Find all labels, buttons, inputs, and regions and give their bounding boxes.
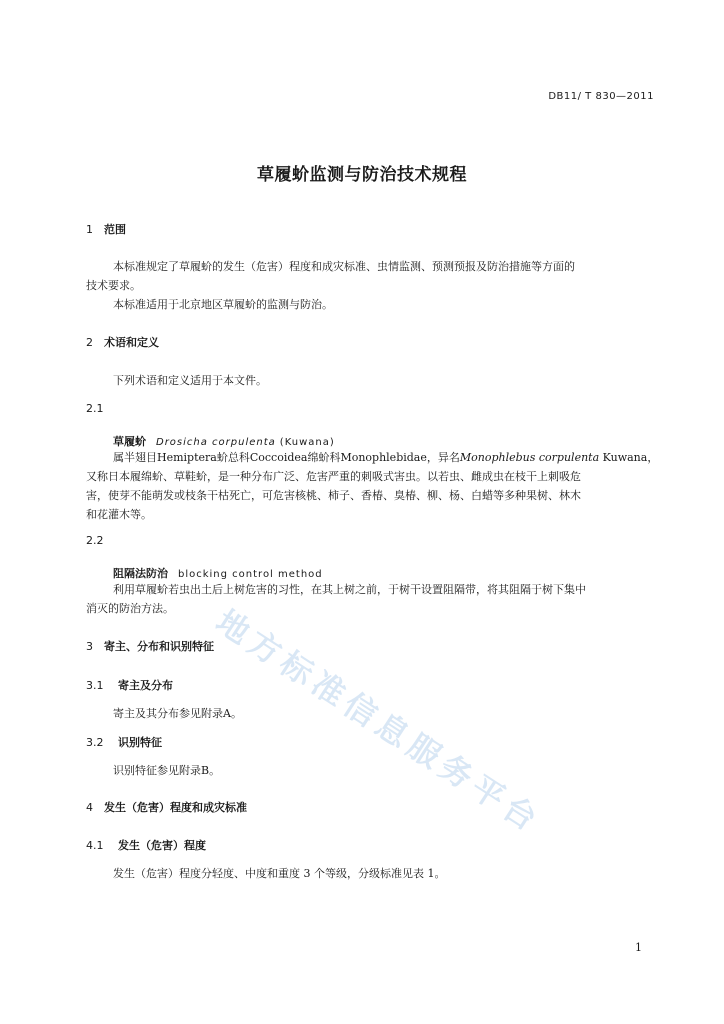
clause-3-2-heading [86, 734, 162, 750]
scope-paragraph-line1: 本标准规定了草履蚧的发生（危害）程度和成灾标准、虫情监测、预测预报及防治措施等方面的 [113, 260, 575, 273]
term-2-1-definition-line4: 和花灌木等。 [86, 508, 152, 521]
term-2-1-definition-line1 [113, 449, 658, 465]
term-2-2-definition-line1: 利用草履蚧若虫出土后上树危害的习性，在其上树之前，于树干设置阻隔带，将其阻隔于树下集中 [113, 583, 586, 596]
term-2-2 [113, 562, 323, 581]
section-number: 4 [86, 801, 93, 814]
clause-4-1-heading [86, 837, 206, 853]
clause-number: 4.1 [86, 839, 104, 852]
standard-code: DB11/ T 830—2011 [548, 91, 654, 102]
section-title: 范围 [104, 223, 126, 236]
clause-3-1-text: 寄主及其分布参见附录A。 [113, 707, 242, 720]
clause-number: 3.2 [86, 736, 104, 749]
section-title: 发生（危害）程度和成灾标准 [104, 801, 247, 814]
clause-title: 识别特征 [118, 736, 162, 749]
section-number: 1 [86, 223, 93, 236]
page-number: 1 [635, 941, 642, 954]
document-title: 草履蚧监测与防治技术规程 [257, 165, 467, 185]
section-3-heading [86, 638, 214, 654]
clause-number: 3.1 [86, 679, 104, 692]
clause-2-2-number: 2.2 [86, 534, 104, 547]
term-2-1-definition-line2: 又称日本履绵蚧、草鞋蚧，是一种分布广泛、危害严重的刺吸式害虫。以若虫、雌成虫在枝干上刺吸危 [86, 470, 581, 483]
clause-title: 发生（危害）程度 [118, 839, 206, 852]
section-2-heading [86, 334, 159, 350]
watermark: 地方标准信息服务平台 [209, 602, 549, 842]
term-2-1-definition-line3: 害，使芽不能萌发或枝条干枯死亡，可危害核桃、柿子、香椿、臭椿、柳、杨、白蜡等多种果树、林木 [86, 489, 581, 502]
scope-paragraph-line2: 技术要求。 [86, 279, 141, 292]
term-chinese: 草履蚧 [113, 435, 146, 448]
clause-title: 寄主及分布 [118, 679, 173, 692]
term-latin-name: Drosicha corpulenta [156, 437, 276, 448]
term-chinese: 阻隔法防治 [113, 567, 168, 580]
clause-4-1-text: 发生（危害）程度分轻度、中度和重度 3 个等级，分级标准见表 1。 [113, 867, 446, 880]
section-number: 3 [86, 640, 93, 653]
section-number: 2 [86, 336, 93, 349]
definition-latin: Monophlebus corpulenta [459, 451, 600, 464]
section-title: 寄主、分布和识别特征 [104, 640, 214, 653]
clause-3-1-heading [86, 677, 173, 693]
section-title: 术语和定义 [104, 336, 159, 349]
terms-intro: 下列术语和定义适用于本文件。 [113, 374, 267, 387]
definition-text: 属半翅目Hemiptera蚧总科Coccoidea绵蚧科Monophlebidae，异名 [113, 451, 460, 464]
section-4-heading [86, 799, 247, 815]
section-1-heading [86, 221, 126, 237]
term-english: blocking control method [178, 569, 323, 580]
clause-2-1-number: 2.1 [86, 402, 104, 415]
term-2-1 [113, 430, 335, 449]
scope-paragraph-2: 本标准适用于北京地区草履蚧的监测与防治。 [113, 298, 333, 311]
term-2-2-definition-line2: 消灭的防治方法。 [86, 602, 174, 615]
clause-3-2-text: 识别特征参见附录B。 [113, 764, 221, 777]
definition-text: Kuwana， [599, 451, 659, 464]
term-author: (Kuwana) [279, 437, 335, 448]
